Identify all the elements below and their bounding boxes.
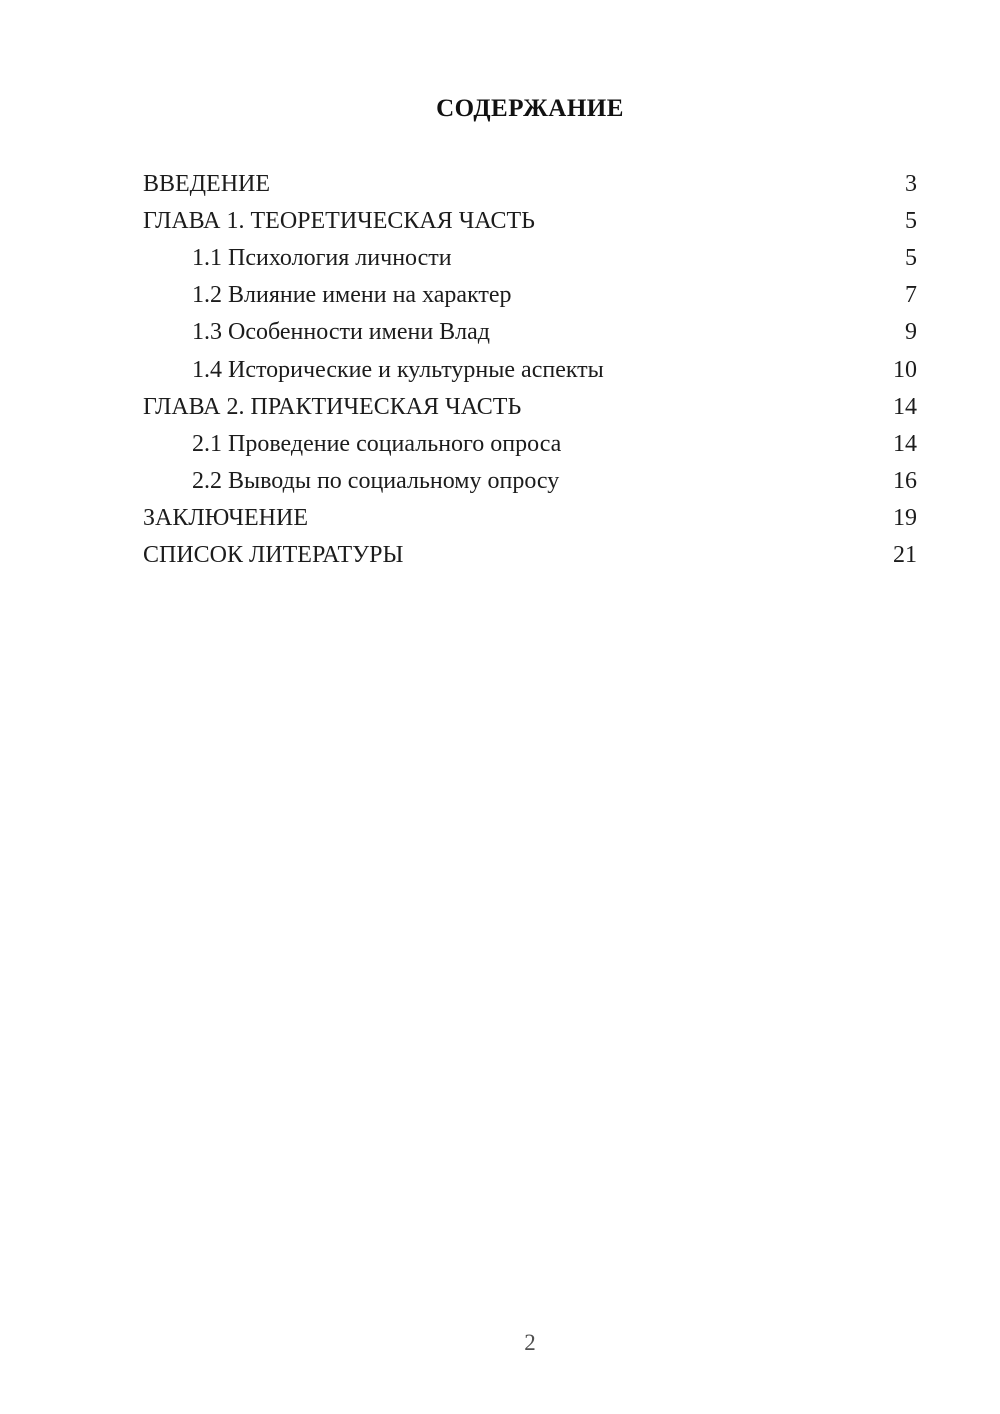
toc-entry xyxy=(143,314,917,351)
toc-entry xyxy=(143,239,917,276)
toc-entry-page-number: 14 xyxy=(893,430,917,457)
toc-entry-label: 1.3 Особенности имени Влад xyxy=(192,319,491,346)
toc-entry-page-number: 19 xyxy=(893,505,917,532)
toc-entry xyxy=(143,165,917,202)
footer-page-number: 2 xyxy=(524,1330,536,1355)
toc-entry-label: 2.1 Проведение социального опроса xyxy=(192,430,562,457)
toc-entry-label: 1.1 Психология личности xyxy=(192,244,452,271)
toc-entry-page-number: 5 xyxy=(905,207,917,234)
toc-entry xyxy=(143,202,917,239)
toc-entry xyxy=(143,425,917,462)
toc-entry-page-number: 7 xyxy=(905,282,917,309)
toc-entry-page-number: 21 xyxy=(893,542,917,569)
toc-entry-label: ГЛАВА 1. ТЕОРЕТИЧЕСКАЯ ЧАСТЬ xyxy=(143,207,535,234)
toc-entry-label: СПИСОК ЛИТЕРАТУРЫ xyxy=(143,542,404,569)
toc-entry-label: 1.2 Влияние имени на характер xyxy=(192,282,512,309)
toc-entry-page-number: 5 xyxy=(905,244,917,271)
toc-entry xyxy=(143,388,917,425)
toc-entry-page-number: 10 xyxy=(893,356,917,383)
toc-entry xyxy=(143,537,917,574)
toc-entry-page-number: 3 xyxy=(905,170,917,197)
toc-entry-label: 2.2 Выводы по социальному опросу xyxy=(192,468,560,495)
table-of-contents xyxy=(143,165,917,574)
toc-entry-page-number: 14 xyxy=(893,393,917,420)
toc-entry xyxy=(143,463,917,500)
page-title: СОДЕРЖАНИЕ xyxy=(436,95,624,122)
toc-entry-page-number: 9 xyxy=(905,319,917,346)
toc-entry-label: 1.4 Исторические и культурные аспекты xyxy=(192,356,604,383)
toc-entry-label: ЗАКЛЮЧЕНИЕ xyxy=(143,505,308,532)
toc-entry xyxy=(143,277,917,314)
toc-entry-page-number: 16 xyxy=(893,468,917,495)
toc-entry-label: ГЛАВА 2. ПРАКТИЧЕСКАЯ ЧАСТЬ xyxy=(143,393,522,420)
toc-entry-label: ВВЕДЕНИЕ xyxy=(143,170,271,197)
toc-entry xyxy=(143,500,917,537)
toc-entry xyxy=(143,351,917,388)
